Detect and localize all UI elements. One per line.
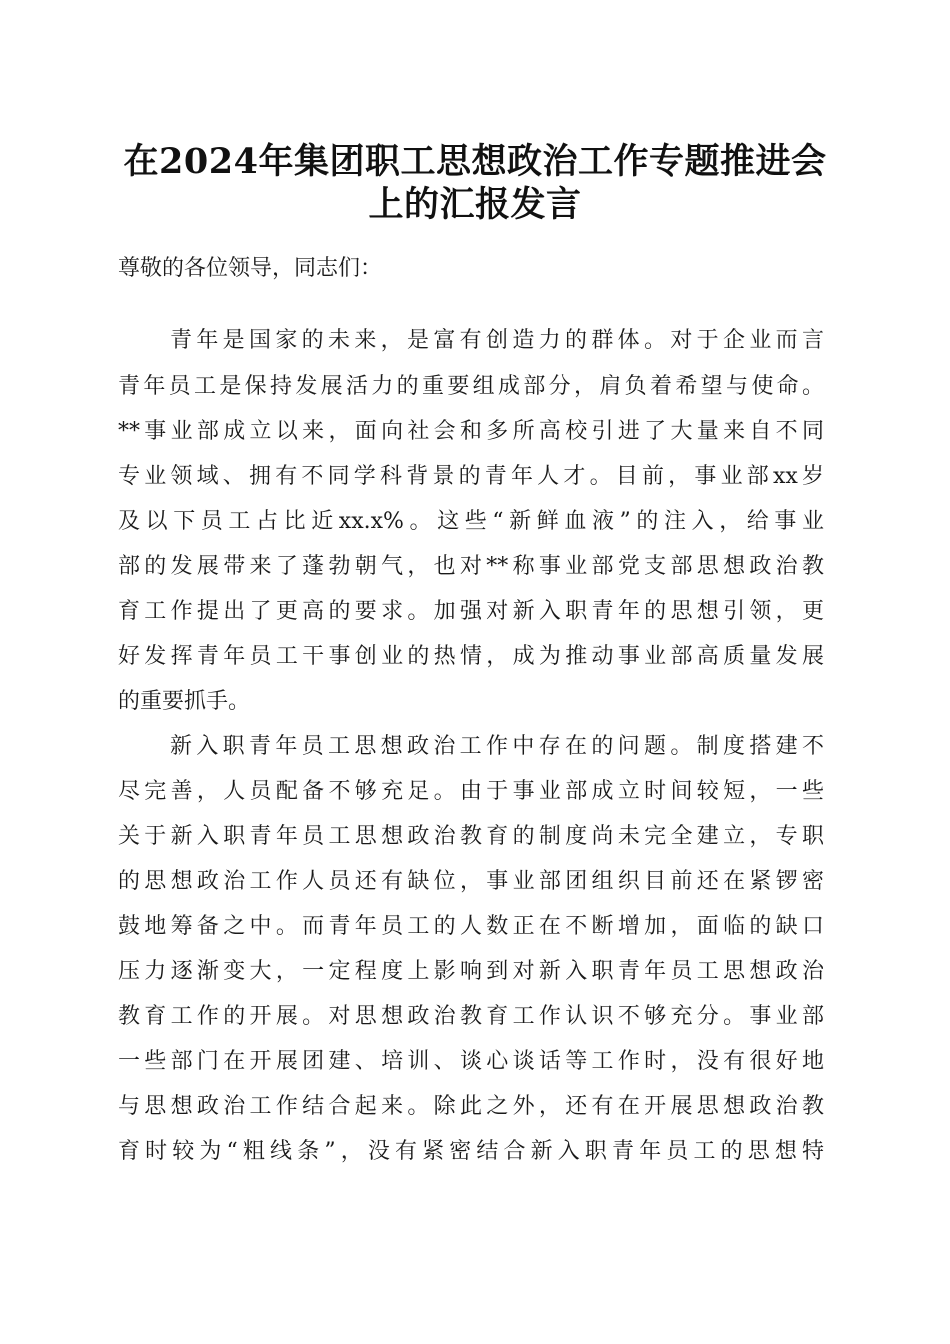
- paragraph-2-line: 一些部门在开展团建、培训、谈心谈话等工作时，没有很好地: [118, 1049, 824, 1074]
- paragraph-2-line: 压力逐渐变大，一定程度上影响到对新入职青年员工思想政治: [118, 959, 824, 984]
- paragraph-2-line: 关于新入职青年员工思想政治教育的制度尚未完全建立，专职: [118, 824, 824, 849]
- paragraph-1-line: 的重要抓手。: [118, 689, 251, 714]
- paragraph-2-line: 新入职青年员工思想政治工作中存在的问题。制度搭建不: [170, 734, 824, 759]
- paragraph-2-line: 教育工作的开展。对思想政治教育工作认识不够充分。事业部: [118, 1004, 824, 1029]
- paragraph-1-line: 部的发展带来了蓬勃朝气，也对**称事业部党支部思想政治教: [118, 554, 824, 579]
- paragraph-1-line: 育工作提出了更高的要求。加强对新入职青年的思想引领，更: [118, 599, 824, 624]
- paragraph-2-line: 育时较为“粗线条”，没有紧密结合新入职青年员工的思想特: [118, 1139, 824, 1164]
- paragraph-1-line: **事业部成立以来，面向社会和多所高校引进了大量来自不同: [118, 419, 824, 444]
- paragraph-1-line: 好发挥青年员工干事创业的热情，成为推动事业部高质量发展: [118, 644, 824, 669]
- document-title-line-1: 在2024年集团职工思想政治工作专题推进会: [123, 141, 827, 182]
- paragraph-1-line: 青年员工是保持发展活力的重要组成部分，肩负着希望与使命。: [118, 374, 824, 399]
- paragraph-2-line: 的思想政治工作人员还有缺位，事业部团组织目前还在紧锣密: [118, 869, 824, 894]
- salutation: 尊敬的各位领导，同志们：: [118, 256, 383, 281]
- paragraph-1-line: 及以下员工占比近xx.x%。这些“新鲜血液”的注入，给事业: [118, 509, 824, 534]
- paragraph-2-line: 鼓地筹备之中。而青年员工的人数正在不断增加，面临的缺口: [118, 914, 824, 939]
- paragraph-2-line: 尽完善，人员配备不够充足。由于事业部成立时间较短，一些: [118, 779, 824, 804]
- paragraph-1-line: 专业领域、拥有不同学科背景的青年人才。目前，事业部xx岁: [118, 464, 824, 489]
- paragraph-1-line: 青年是国家的未来，是富有创造力的群体。对于企业而言: [170, 328, 824, 353]
- document-title-line-2: 上的汇报发言: [368, 184, 582, 225]
- paragraph-2-line: 与思想政治工作结合起来。除此之外，还有在开展思想政治教: [118, 1094, 824, 1119]
